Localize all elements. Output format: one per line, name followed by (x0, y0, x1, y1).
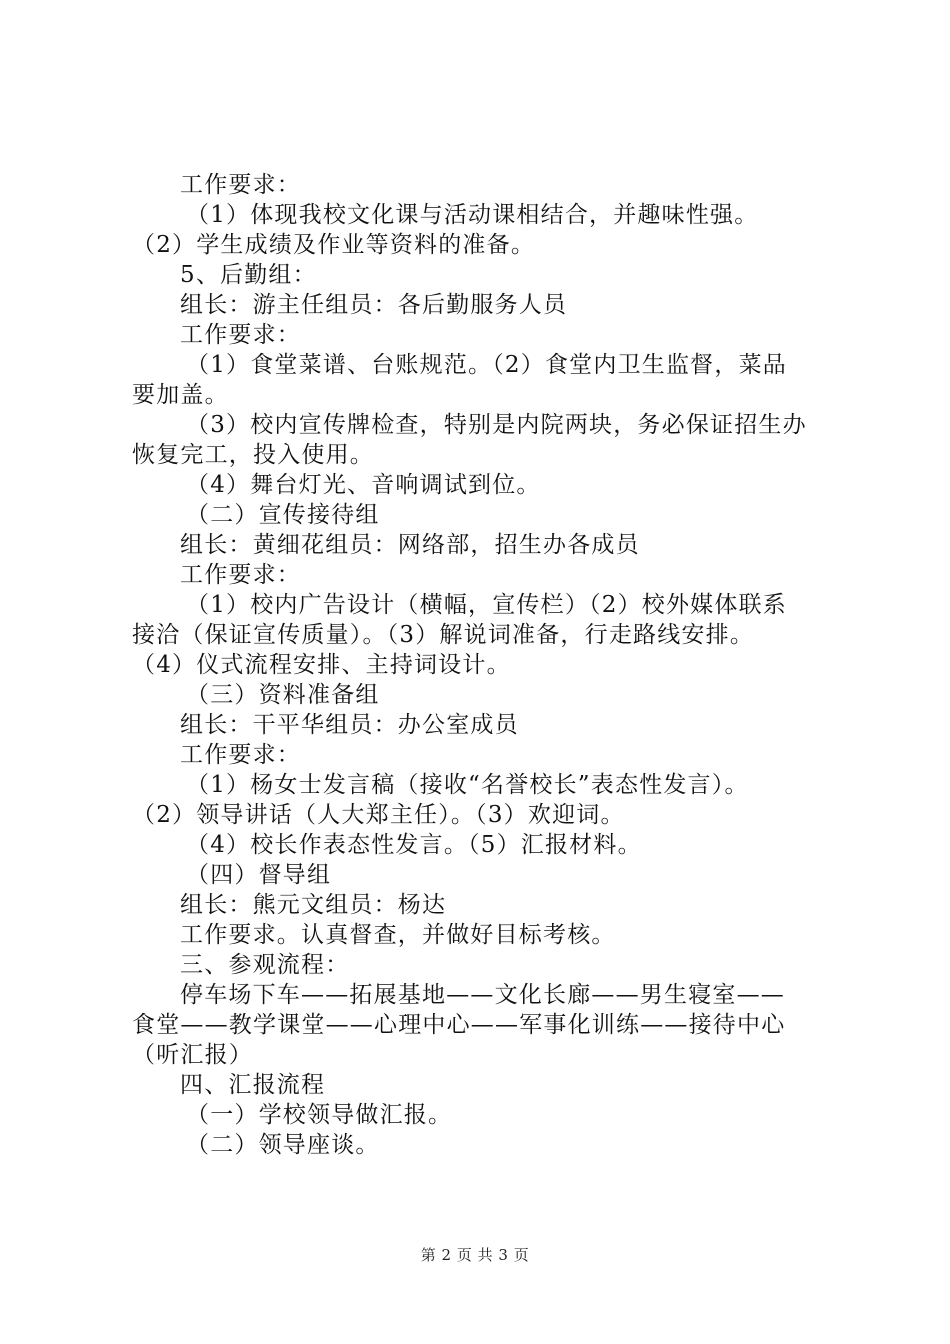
text-line: （4）仪式流程安排、主持词设计。 (132, 652, 511, 678)
text-line: （二）领导座谈。 (186, 1132, 380, 1158)
text-line: 接洽（保证宣传质量）。（3）解说词准备，行走路线安排。 (132, 622, 755, 648)
text-line: 工作要求： (180, 742, 301, 768)
text-line: （4）校长作表态性发言。（5）汇报材料。 (186, 832, 642, 858)
text-line: （3）校内宣传牌检查，特别是内院两块，务必保证招生办 (186, 412, 807, 438)
text-line: （1）体现我校文化课与活动课相结合，并趣味性强。 (186, 202, 759, 228)
section-heading: （四）督导组 (186, 862, 332, 888)
text-line: 组长：干平华组员：办公室成员 (180, 712, 519, 738)
text-line: 恢复完工，投入使用。 (132, 442, 374, 468)
section-heading: 5、后勤组： (180, 262, 317, 288)
text-line: 工作要求： (180, 172, 301, 198)
section-heading: （二）宣传接待组 (186, 502, 380, 528)
text-line: （1）杨女士发言稿（接收“名誉校长”表态性发言）。 (186, 772, 749, 798)
text-line: （1）食堂菜谱、台账规范。（2）食堂内卫生监督，菜品 (186, 352, 787, 378)
text-line: 组长：黄细花组员：网络部，招生办各成员 (180, 532, 640, 558)
section-heading: （三）资料准备组 (186, 682, 380, 708)
page-number-footer: 第 2 页 共 3 页 (420, 1246, 530, 1264)
text-line: （4）舞台灯光、音响调试到位。 (186, 472, 541, 498)
text-line: 工作要求。认真督查，并做好目标考核。 (180, 922, 616, 948)
text-line: 组长：游主任组员：各后勤服务人员 (180, 292, 568, 318)
document-body (132, 170, 832, 1160)
text-line: （1）校内广告设计（横幅，宣传栏）（2）校外媒体联系 (186, 592, 787, 618)
text-line: 工作要求： (180, 562, 301, 588)
text-line: （2）领导讲话（人大郑主任）。（3）欢迎词。 (132, 802, 625, 828)
text-line: （一）学校领导做汇报。 (186, 1102, 453, 1128)
text-line: 工作要求： (180, 322, 301, 348)
text-line: 组长：熊元文组员：杨达 (180, 892, 447, 918)
text-line: 停车场下车——拓展基地——文化长廊——男生寝室—— (180, 982, 785, 1008)
text-line: （2）学生成绩及作业等资料的准备。 (132, 232, 536, 258)
section-heading: 四、汇报流程 (180, 1072, 326, 1098)
text-line: 要加盖。 (132, 382, 229, 408)
section-heading: 三、参观流程： (180, 952, 350, 978)
text-line: 食堂——教学课堂——心理中心——军事化训练——接待中心 (132, 1012, 786, 1038)
text-line: （听汇报） (132, 1042, 253, 1068)
